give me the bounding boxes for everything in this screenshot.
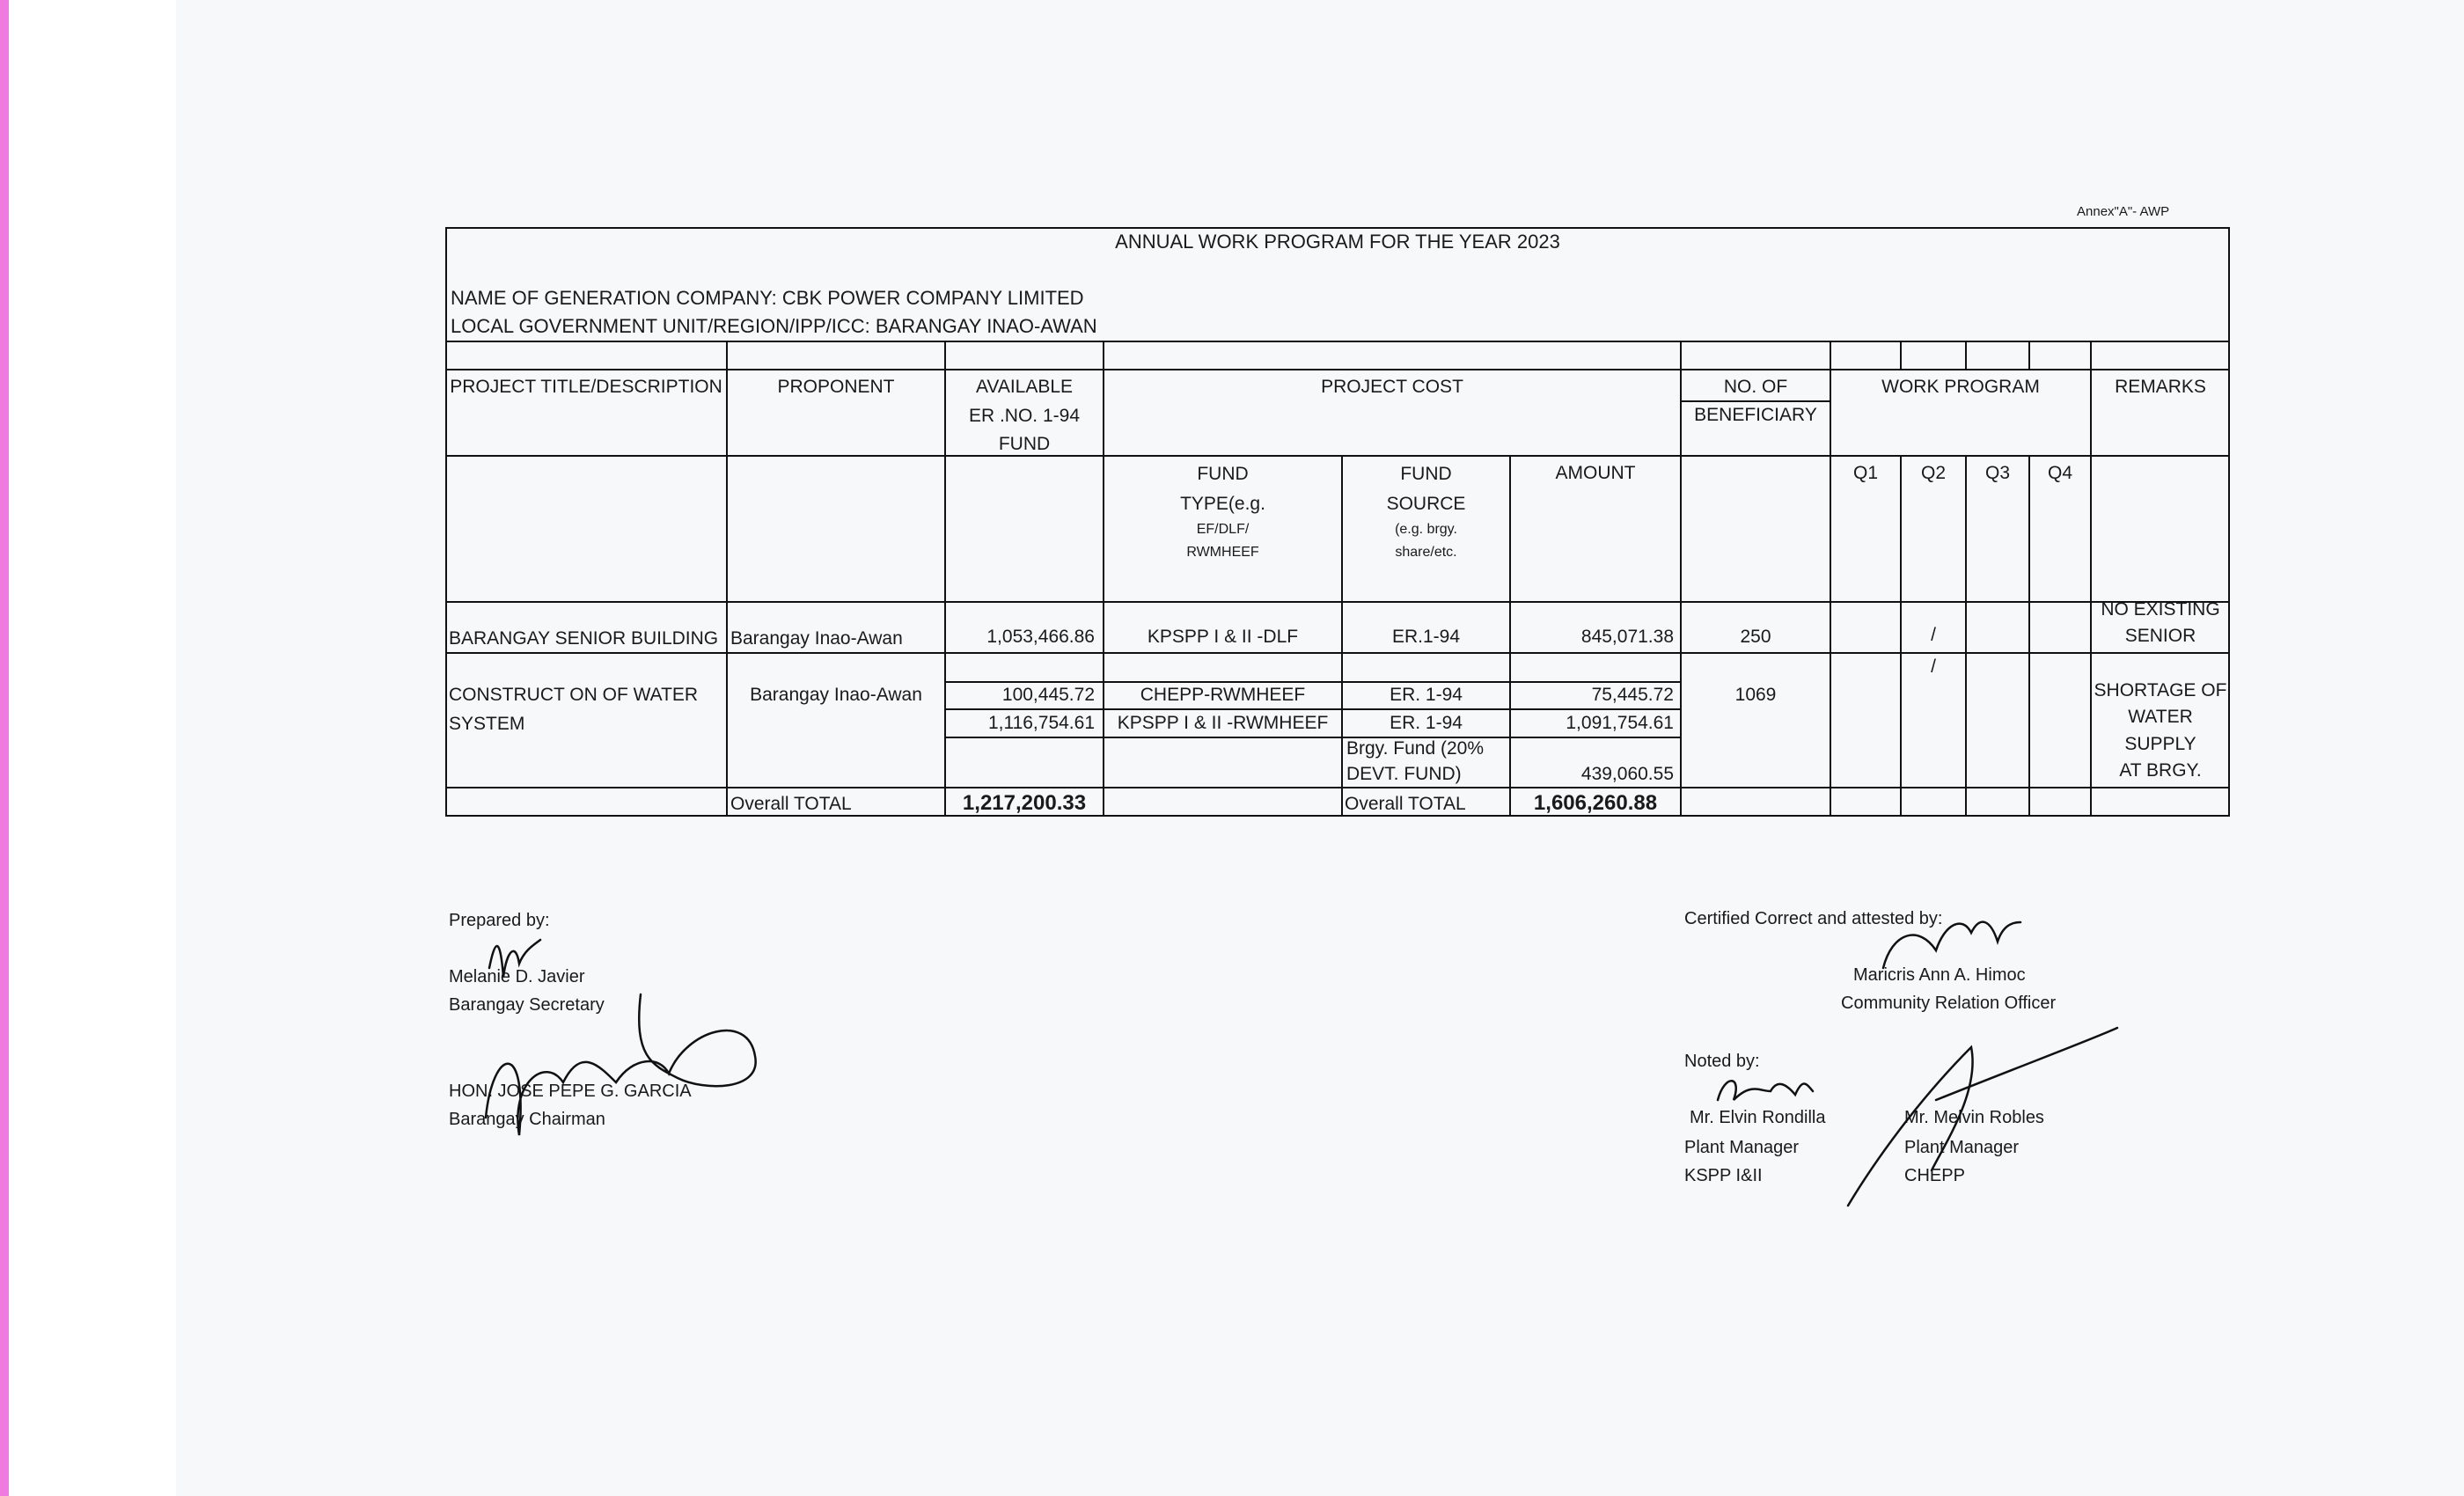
annex-label: Annex"A"- AWP bbox=[2077, 204, 2170, 219]
header-work-program: WORK PROGRAM bbox=[1881, 377, 2040, 397]
row2-available-a: 100,445.72 bbox=[1001, 685, 1095, 705]
header-project-cost: PROJECT COST bbox=[1321, 377, 1463, 397]
header-fund-type-line4: RWMHEEF bbox=[1186, 544, 1259, 560]
total-amount: 1,606,260.88 bbox=[1533, 791, 1658, 815]
total-label-2: Overall TOTAL bbox=[1345, 794, 1466, 814]
header-fund-source-line1: FUND bbox=[1400, 464, 1452, 484]
header-available-line1: AVAILABLE bbox=[975, 377, 1074, 397]
row2-remarks-line2: WATER SUPPLY bbox=[2124, 707, 2196, 754]
signature-javier bbox=[489, 940, 540, 977]
chair-title: Barangay Chairman bbox=[449, 1110, 605, 1129]
header-available-line3: FUND bbox=[998, 434, 1051, 455]
row2-fund-source-a: ER. 1-94 bbox=[1390, 685, 1463, 705]
header-fund-type-line3: EF/DLF/ bbox=[1196, 522, 1250, 538]
header-project: PROJECT TITLE/DESCRIPTION bbox=[450, 377, 722, 397]
certified-title: Community Relation Officer bbox=[1841, 994, 2057, 1013]
prepared-label: Prepared by: bbox=[449, 911, 550, 930]
row2-remarks-line1: SHORTAGE OF bbox=[2094, 680, 2227, 700]
header-proponent: PROPONENT bbox=[777, 377, 895, 397]
signature-robles bbox=[1848, 1028, 2117, 1206]
noted1-name: Mr. Elvin Rondilla bbox=[1690, 1108, 1826, 1127]
row2-project-line1: CONSTRUCT ON OF WATER bbox=[449, 685, 699, 705]
header-fund-source-line2: SOURCE bbox=[1386, 493, 1466, 514]
row2-q2-mark: / bbox=[1931, 656, 1936, 677]
row1-available: 1,053,466.86 bbox=[986, 627, 1095, 647]
prepared-title: Barangay Secretary bbox=[449, 995, 605, 1015]
noted2-name: Mr. Melvin Robles bbox=[1904, 1108, 2044, 1127]
certified-name: Maricris Ann A. Himoc bbox=[1853, 965, 2026, 985]
row2-available-b: 1,116,754.61 bbox=[987, 713, 1095, 733]
company-line: NAME OF GENERATION COMPANY: CBK POWER COMPANY LIMITED bbox=[451, 287, 1084, 309]
row2-fund-source-c-line2: DEVT. FUND) bbox=[1346, 764, 1462, 785]
signature-rondilla bbox=[1718, 1081, 1813, 1100]
header-beneficiary-2: BENEFICIARY bbox=[1694, 405, 1817, 425]
row1-fund-source: ER.1-94 bbox=[1391, 627, 1461, 647]
header-q1: Q1 bbox=[1852, 463, 1878, 483]
row2-beneficiary: 1069 bbox=[1734, 685, 1777, 705]
row1-beneficiary: 250 bbox=[1740, 627, 1771, 647]
row2-proponent: Barangay Inao-Awan bbox=[750, 685, 922, 705]
header-fund-type-line1: FUND bbox=[1197, 464, 1249, 484]
header-q3: Q3 bbox=[1984, 463, 2010, 483]
header-beneficiary-1: NO. OF bbox=[1723, 377, 1788, 397]
row2-project-line2: SYSTEM bbox=[449, 713, 525, 734]
row1-amount: 845,071.38 bbox=[1580, 627, 1674, 647]
noted1-org: KSPP I&II bbox=[1684, 1166, 1763, 1185]
row2-remarks-line3: AT BRGY. bbox=[2119, 760, 2202, 781]
total-label-1: Overall TOTAL bbox=[730, 794, 852, 814]
header-fund-source-line3: (e.g. brgy. bbox=[1395, 522, 1457, 538]
header-q2: Q2 bbox=[1920, 463, 1946, 483]
noted2-title: Plant Manager bbox=[1904, 1138, 2020, 1157]
row2-fund-source-c-line1: Brgy. Fund (20% bbox=[1346, 738, 1485, 759]
total-available: 1,217,200.33 bbox=[962, 791, 1087, 815]
row2-amount-a: 75,445.72 bbox=[1591, 685, 1674, 705]
noted2-org: CHEPP bbox=[1904, 1166, 1965, 1185]
row1-q2-mark: / bbox=[1931, 625, 1936, 645]
row1-proponent: Barangay Inao-Awan bbox=[730, 628, 903, 649]
noted1-title: Plant Manager bbox=[1684, 1138, 1800, 1157]
row2-amount-b: 1,091,754.61 bbox=[1566, 713, 1674, 733]
header-available-line2: ER .NO. 1-94 bbox=[968, 405, 1081, 426]
prepared-name: Melanie D. Javier bbox=[449, 967, 585, 986]
header-amount: AMOUNT bbox=[1555, 463, 1636, 483]
header-remarks: REMARKS bbox=[2115, 377, 2206, 397]
row1-remarks-line1: NO EXISTING bbox=[2101, 599, 2220, 620]
signature-himoc bbox=[1883, 922, 2020, 968]
lgu-line: LOCAL GOVERNMENT UNIT/REGION/IPP/ICC: BARANGAY INAO-AWAN bbox=[451, 315, 1097, 337]
row2-fund-type-b: KPSPP I & II -RWMHEEF bbox=[1117, 713, 1329, 733]
row1-project: BARANGAY SENIOR BUILDING bbox=[449, 628, 719, 649]
row2-fund-source-b: ER. 1-94 bbox=[1390, 713, 1463, 733]
row2-fund-type-a: CHEPP-RWMHEEF bbox=[1140, 685, 1306, 705]
header-fund-source-line4: share/etc. bbox=[1395, 544, 1457, 560]
header-q4: Q4 bbox=[2047, 463, 2072, 483]
header-fund-type-line2: TYPE(e.g. bbox=[1180, 493, 1265, 514]
document-title: ANNUAL WORK PROGRAM FOR THE YEAR 2023 bbox=[1115, 231, 1560, 253]
row1-remarks-line2: SENIOR bbox=[2124, 626, 2196, 647]
chair-name: HON. JOSE PEPE G. GARCIA bbox=[449, 1082, 692, 1101]
row2-amount-c: 439,060.55 bbox=[1580, 764, 1674, 784]
signature-garcia bbox=[486, 994, 756, 1135]
noted-label: Noted by: bbox=[1684, 1052, 1760, 1071]
certified-label: Certified Correct and attested by: bbox=[1684, 909, 1943, 928]
row1-fund-type: KPSPP I & II -DLF bbox=[1147, 627, 1299, 647]
